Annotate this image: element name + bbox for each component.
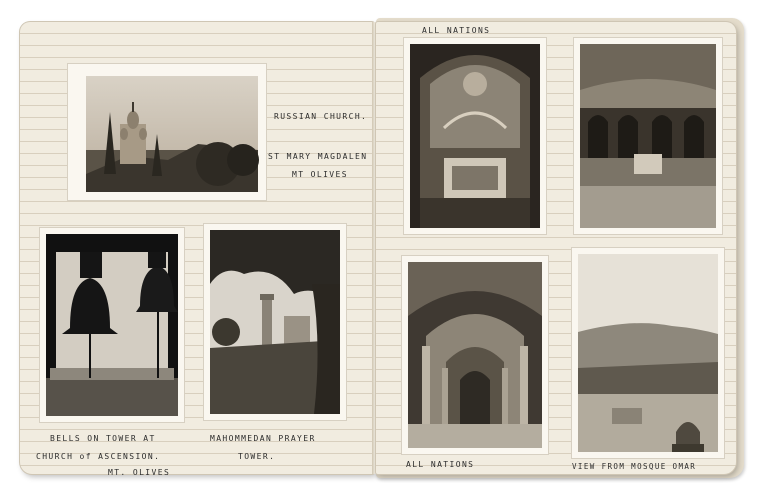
left-page (20, 22, 374, 477)
caption-all-nations-bottom: ALL NATIONS (406, 460, 475, 469)
caption-bells-2: CHURCH of ASCENSION. (36, 452, 161, 461)
dome-interior-image (574, 38, 722, 234)
right-page (376, 22, 736, 474)
nave-image (402, 256, 548, 454)
prayer-tower-image (204, 224, 346, 420)
bells-image (40, 228, 184, 422)
photo-mosque-view (572, 248, 724, 458)
caption-st-mary: ST MARY MAGDALEN (268, 152, 368, 161)
photo-russian-church (68, 64, 266, 200)
photo-dome-interior (574, 38, 722, 234)
photo-bells (40, 228, 184, 422)
photo-all-nations-altar (404, 38, 546, 234)
altar-image (404, 38, 546, 234)
photo-album (8, 14, 748, 484)
caption-russian-church: RUSSIAN CHURCH. (274, 112, 368, 121)
photo-all-nations-nave (402, 256, 548, 454)
caption-all-nations-top: ALL NATIONS (422, 26, 491, 35)
caption-mosque-view: VIEW FROM MOSQUE OMAR (572, 462, 697, 471)
caption-prayer-2: TOWER. (238, 452, 276, 461)
caption-bells-1: BELLS ON TOWER AT (50, 434, 156, 443)
mosque-view-image (572, 248, 724, 458)
caption-mt-olives: MT OLIVES (292, 170, 348, 179)
caption-bells-3: MT. OLIVES (108, 468, 171, 477)
russian-church-image (68, 64, 266, 200)
caption-prayer-1: MAHOMMEDAN PRAYER (210, 434, 316, 443)
photo-prayer-tower (204, 224, 346, 420)
